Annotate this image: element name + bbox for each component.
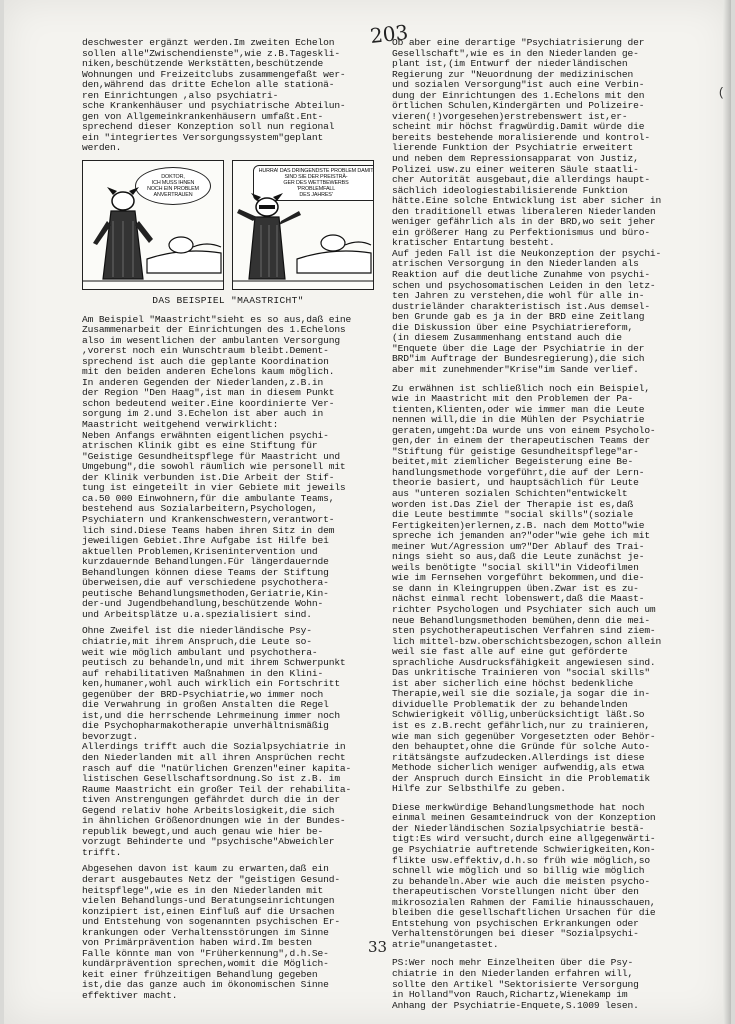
comic-drawing-1 (83, 161, 223, 290)
comic-panel-1 (82, 160, 224, 290)
speech-bubble-2: HURRA! DAS DRINGENDSTE PROBLEM DAMIT SIND SIE DER PREISTRÄ- GER DES WETTBEWERBS 'PROBLEMFALL DES JAHRES' (253, 165, 374, 201)
comic-strip (82, 160, 374, 290)
scanned-page (4, 0, 731, 1024)
postscript: PS:Wer noch mehr Einzelheiten über die Psy- chiatrie in den Niederlanden erfahren will, sollte den Artikel "Sektorisierte Versorgung in Holland"von Rauch,Richartz,Wienekamp im Anhang der Psychiatrie-Enquete,S.1009 lesen. (392, 957, 639, 1011)
left-paragraph-1: Am Beispiel "Maastricht"sieht es so aus,daß eine Zusammenarbeit der Einrichtungen des 1.Echelons also im wesentlichen der ambulanten Versorgung ,vorerst noch ein Wunschtraum bleibt.Dement- sprechend ist auch die geplante Koordination mit den beiden anderen Echelons kaum möglich. In anderen Gegenden der Niederlanden,z.B.in der Region "Den Haag",ist man in diesem Punkt schon bedeutend weiter.Eine koordinierte Ver- sorgung im 2.und 3.Echelon ist aber auch in Maastricht weitgehend verwirklicht: Neben Anfangs erwähnten eigentlichen psychi- atrischen Klinik gibt es eine Stiftung für "Geistige Gesundheitspflege für Maastricht und Umgebung",die sowohl räumlich wie personell mit der Klinik verbunden ist.Die Arbeit der Stif- tung ist eingeteilt in vier Gebiete mit jeweils ca.50 000 Einwohnern,für die ambulante Teams, bestehend aus Sozialarbeitern,Psychologen, Psychiatern und Krankenschwestern,verantwort- lich sind.Diese Teams haben ihren Sitz in dem jeweiligen Gebiet.Ihre Aufgabe ist Hilfe bei aktuellen Problemen,Krisenintervention und kurzdauernde Behandlungen.Für längerdauernde Behandlungen können diese Teams der Stiftung überweisen,die auf verschiedene psychothera- peutische Behandlungsmethoden,Geriatrie,Kin- der-und Jugendbehandlung,beschützende Wohn- und Arbeitsplätze u.a.spezialisiert sind. (82, 313, 352, 620)
right-paragraph-2: Zu erwähnen ist schließlich noch ein Beispiel, wie in Maastricht mit den Problemen der Pa- tienten,Klienten,oder wie immer man die Leute nennen will,die in die Mühlen der Psychiatrie geraten,umgeht:Da wurde uns von einem Psycholo- gen,der in einem der therapeutischen Teams der "Stiftung für geistige Gesundheitspflege"ar- beitet,mit ziemlicher Begeisterung eine Be- handlungsmethode vorgeführt,die auf der Lern- theorie basiert, und hauptsächlich für Leute aus "unteren sozialen Schichten"entwickelt worden ist.Das Ziel der Therapie ist es,daß die Leute bestimmte "social skills"(soziale Fertigkeiten)erlernen,z.B. nach dem Motto"wie spreche ich jemanden an?"oder"wie gehe ich mit meiner Wut/Agression um?"Der Ablauf des Trai- nings sieht so aus,daß die Leute zunächst je- weils benötigte "social skill"in Videofilmen wie im Fernsehen vorgeführt bekommen,und die- se dann in Kleingruppen üben.Zwar ist es zu- nächst einmal recht lobenswert,daß die Maast- richter Psychologen und Psychiater sich auch um neue Behandlungsmethoden bemühen,denn die mei- sten psychotherapeutischen Verfahren sind ziem- lich mittel-bzw.oberschichtsbezogen,schon allein weil sie fast alle auf eine gut geförderte sprachliche Ausdrucksfähigkeit angewiesen sind. Das unkritische Trainieren von "social skills" ist aber sicherlich eine höchst bedenkliche Therapie,weil sie die soziale,ja sogar die in- dividuelle Problematik der zu behandelnden Schwierigkeit völlig,unberücksichtigt läßt.So ist es z.B.recht gefährlich,nur zu trainieren, wie man sich gegenüber Vorgesetzten oder Behör- den behauptet,ohne die Gründe für solche Auto- ritätsängste aufzudecken.Allerdings ist diese Methode sicherlich weniger aufwendig,als etwa der Anspruch durch Einsicht in die Problematik Hilfe zur Selbsthilfe zu geben. (392, 382, 662, 795)
left-paragraph-2: Ohne Zweifel ist die niederländische Psy- chiatrie,mit ihrem Anspruch,die Leute so- weit wie möglich ambulant und psychothera- peutisch zu behandeln,und mit ihrem Schwerpunkt auf rehabilitativen Maßnahmen in den Klini- ken,humaner,wohl auch wirklich ein Fortschritt gegenüber der BRD-Psychiatrie,wo immer noch die Verwahrung in großen Anstalten die Regel ist,und die herrschende Lehrmeinung immer noch die Psychopharmakotherapie unverhältnismäßig bevorzugt. Allerdings trifft auch die Sozialpsychiatrie in den Niederlanden mit all ihren Ansprüchen recht rasch auf die "natürlichen Grenzen"einer kapita- listischen Gesellschaftsordnung.So ist z.B. im Raume Maastricht ein großer Teil der rehabilita- tiven Anstrengungen gefährdet durch die in der Gegend relativ hohe Arbeitslosigkeit,die sich in ähnlichen Größenordnungen wie in der Bundes- republik bewegt,und auch genau wie hier be- vorzugt Behinderte und "psychische"Abweichler trifft. (82, 625, 352, 858)
comic-panel-2 (232, 160, 374, 290)
left-intro-paragraph: deschwester ergänzt werden.Im zweiten Echelon sollen alle"Zwischendienste",wie z.B.Tageskli- niken,beschützende Werkstätten,beschützende Wohnungen und Freizeitclubs zusammengefaßt wer- den,während das dritte Echelon alle stationä- ren Einrichtungen ,also psychiatri- sche Krankenhäuser und psychiatrische Abteilun- gen von Allgemeinkrankenhäusern umfaßt.Ent- sprechend dieser Konzeption soll nun regional ein "integriertes Versorgungssystem"geplant werden. (82, 37, 346, 154)
comic-drawing-2 (233, 161, 373, 290)
footer-page-number: 33 (368, 938, 388, 956)
left-column (82, 38, 374, 1008)
page-number-handwritten: 203 (368, 20, 410, 48)
section-heading: DAS BEISPIEL "MAASTRICHT" (152, 295, 304, 307)
speech-bubble-1: DOKTOR, ICH MUSS IHNEN NOCH EIN PROBLEM ANVERTRAUEN (135, 167, 211, 205)
right-paragraph-3: Diese merkwürdige Behandlungsmethode hat noch einmal meinen Gesamteindruck von der Konzeption der Niederländischen Sozialpsychiatrie bestä- tigt:Es wird versucht,durch eine allgegenwärti- ge Psychiatrie auftretende Schwierigkeiten,Kon- flikte usw.effektiv,d.h.so früh wie möglich,so schnell wie möglich und so billig wie möglich zu behandeln.Aber wie auch die meisten psycho- therapeutischen Vorstellungen nicht über den mikrosozialen Rahmen der Familie hinausschauen, bleiben die gesellschaftlichen Ursachen für die Entstehung von psychischen Erkrankungen oder Verhaltenstörungen bei dieser "Sozialpsychi- atrie"unangetastet. (392, 801, 656, 950)
right-paragraph-1: Ob aber eine derartige "Psychiatrisierung der Gesellschaft",wie es in den Niederlanden ge- plant ist,(im Entwurf der niederländischen Regierung zur "Neuordnung der medizinischen und sozialen Versorgung"ist auch eine Verbin- dung der Einrichtungen des 1.Echelons mit den örtlichen Schulen,Kindergärten und Polizeire- vieren(!)vorgesehen)erstrebenswert ist,er- scheint mir höchst fragwürdig.Damit würde die bereits bestehende moralisierende und kontrol- lierende Funktion der Psychiatrie erweitert und neben dem Repressionsapparat von Justiz, Polizei usw.zu einer weiteren Säule staatli- cher Autorität ausgebaut,die allerdings haupt- sächlich ideologiestabilisierende Funktion hätte.Eine solche Entwicklung ist aber sicher in den traditionell etwas liberaleren Niederlanden weniger gefährlich als in der BRD,wo seit jeher ein größerer Hang zu Perfektionismus und büro- kratischer Entartung besteht. Auf jeden Fall ist die Neukonzeption der psychi- atrischen Versorgung in den Niederlanden als Reaktion auf die deutliche Zunahme von psychi- schen und psychosomatischen Leiden in den letz- ten Jahren zu verstehen,die wohl für alle in- dustrieländer charakteristisch ist.Aus demsel- ben Grunde gab es ja in der BRD eine Zeitlang die Diskussion über eine Psychiatriereform, (in diesem Zusammenhang entstand auch die "Enquete über die Lage der Psychiatrie in der BRD"im Auftrage der Bundesregierung),die sich aber mit zunehmender"Krise"im Sande verlief. (392, 37, 662, 375)
left-paragraph-3: Abgesehen davon ist kaum zu erwarten,daß ein derart ausgebautes Netz der "geistigen Gesund- heitspflege",wie es in den Niederlanden mit vielen Behandlungs-und Beratungseinrichtungen konzipiert ist,einen Einfluß auf die Ursachen und Entstehung von sogenannten psychischen Er- krankungen oder Verhaltensstörungen im Sinne von Primärprävention haben wird.Im besten Falle könnte man von "Früherkennung",d.h.Se- kundärprävention sprechen,womit die Möglich- keit einer frühzeitigen Behandlung gegeben ist,die das ganze auch im ökonomischen Sinne effektiver macht. (82, 863, 340, 1002)
right-column (392, 38, 682, 1019)
margin-mark: ( (717, 86, 725, 100)
page-edge-shadow (723, 0, 731, 1024)
